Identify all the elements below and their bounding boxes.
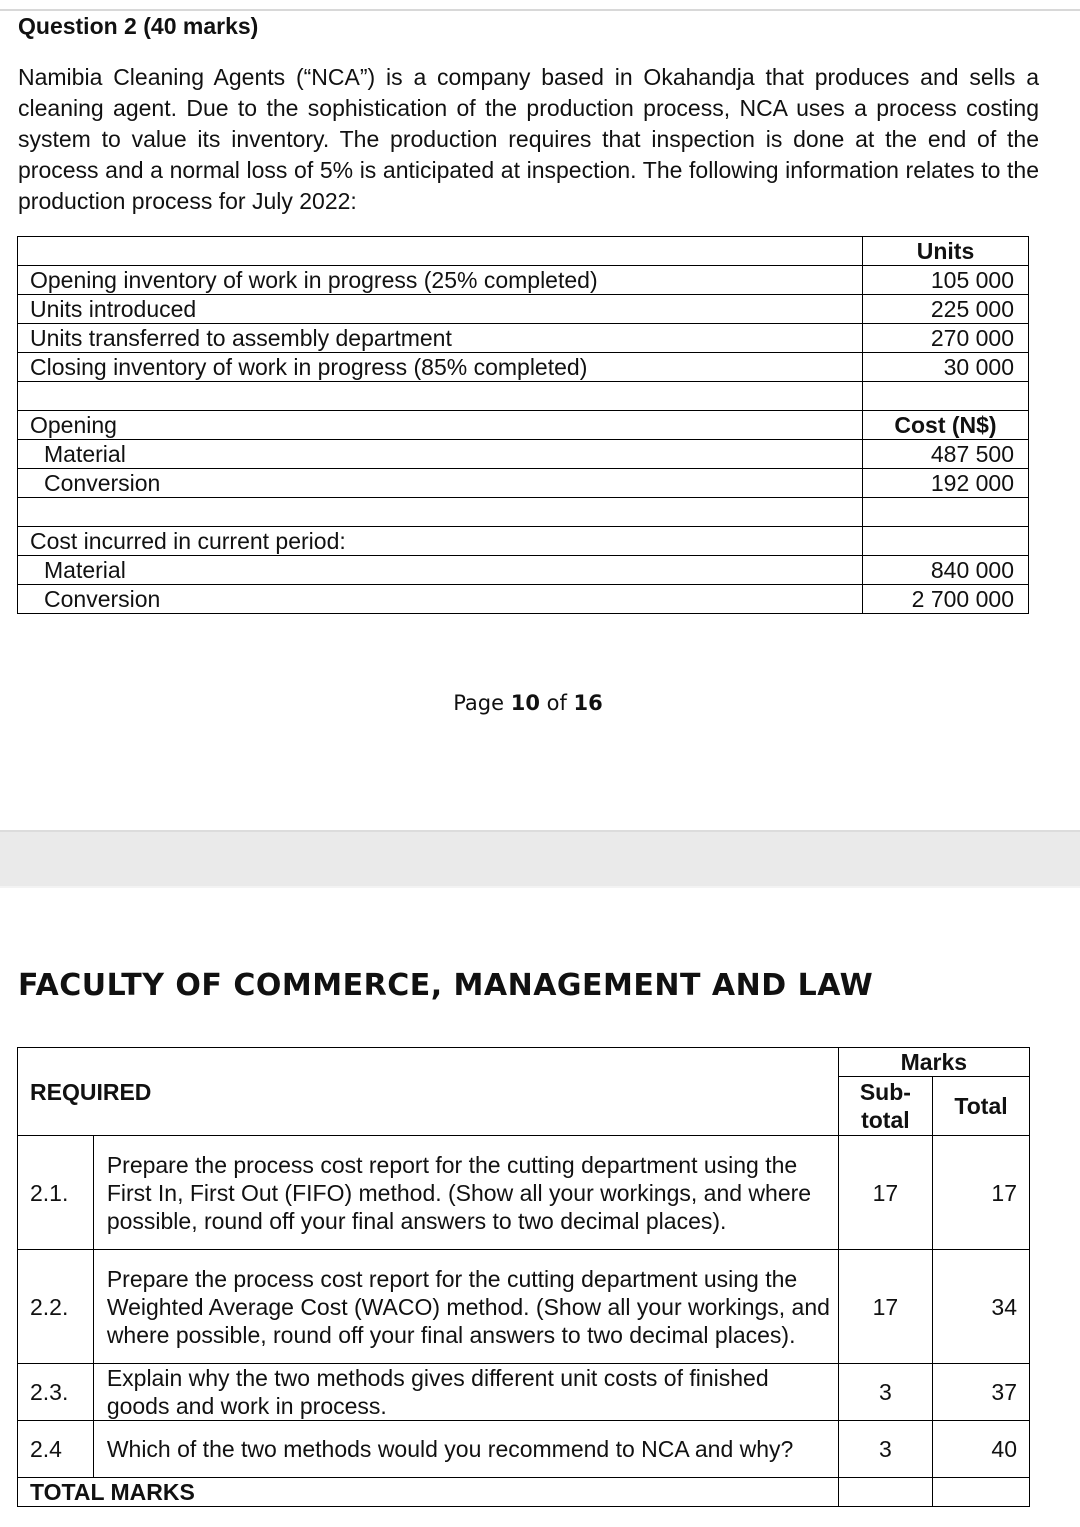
current-conversion-value: 2 700 000: [863, 585, 1029, 614]
item-text: Prepare the process cost report for the cutting department using the First In, First Out (FIFO) method. (Show all your workings, and where possible, round off your final answers to two decimal places).: [93, 1136, 838, 1250]
total-header: Total: [933, 1077, 1030, 1136]
table-row: [18, 1136, 1030, 1250]
page-separator: [0, 830, 1080, 888]
opening-conversion-label: Conversion: [18, 469, 863, 498]
item-total: 17: [933, 1136, 1030, 1250]
page-number: Page 10 of 16: [453, 691, 603, 715]
item-total: 40: [933, 1421, 1030, 1478]
table-row: [18, 556, 1029, 585]
item-text: Which of the two methods would you recommend to NCA and why?: [93, 1421, 838, 1478]
page-top-border: [0, 9, 1080, 11]
units-header: Units: [863, 237, 1029, 266]
item-number: 2.4: [18, 1421, 94, 1478]
cost-header: Cost (N$): [863, 411, 1029, 440]
units-cost-table: [17, 236, 1029, 614]
table-row-empty: [18, 498, 1029, 527]
item-subtotal: 3: [838, 1364, 932, 1421]
table-row: [18, 1364, 1030, 1421]
current-period-label: Cost incurred in current period:: [18, 527, 863, 556]
marks-header: Marks: [838, 1048, 1029, 1077]
row-label: Units transferred to assembly department: [18, 324, 863, 353]
current-material-value: 840 000: [863, 556, 1029, 585]
table-row: [18, 266, 1029, 295]
table-row-total: [18, 1478, 1030, 1507]
item-subtotal: 17: [838, 1250, 932, 1364]
table-row: [18, 1250, 1030, 1364]
opening-material-value: 487 500: [863, 440, 1029, 469]
item-total: 37: [933, 1364, 1030, 1421]
question-intro: Namibia Cleaning Agents (“NCA”) is a company based in Okahandja that produces and sells a cleaning agent. Due to the sophistication of the production process, NCA uses a process costing system to value its inventory. The production requires that inspection is done at the end of the process and a normal loss of 5% is anticipated at inspection. The following information relates to the production process for July 2022:: [18, 64, 1039, 214]
required-label: REQUIRED: [18, 1048, 839, 1136]
opening-conversion-value: 192 000: [863, 469, 1029, 498]
row-label: Opening inventory of work in progress (25% completed): [18, 266, 863, 295]
item-total: 34: [933, 1250, 1030, 1364]
table-row: [18, 527, 1029, 556]
table-row: [18, 295, 1029, 324]
table-row-empty: [18, 382, 1029, 411]
opening-material-label: Material: [18, 440, 863, 469]
item-text: Explain why the two methods gives different unit costs of finished goods and work in process.: [93, 1364, 838, 1421]
required-table: [17, 1047, 1030, 1507]
current-conversion-label: Conversion: [18, 585, 863, 614]
table-row: [18, 324, 1029, 353]
row-value: 225 000: [863, 295, 1029, 324]
table-row: [18, 469, 1029, 498]
opening-label: Opening: [18, 411, 863, 440]
current-page: 10: [510, 691, 540, 715]
faculty-heading: FACULTY OF COMMERCE, MANAGEMENT AND LAW: [18, 968, 874, 1003]
table-row: [18, 1421, 1030, 1478]
item-number: 2.2.: [18, 1250, 94, 1364]
row-label: Closing inventory of work in progress (85% completed): [18, 353, 863, 382]
row-value: 105 000: [863, 266, 1029, 295]
table-row: [18, 585, 1029, 614]
subtotal-header: Sub- total: [838, 1077, 932, 1136]
current-material-label: Material: [18, 556, 863, 585]
table-row: [18, 440, 1029, 469]
item-number: 2.1.: [18, 1136, 94, 1250]
question-title: Question 2 (40 marks): [18, 13, 259, 39]
item-number: 2.3.: [18, 1364, 94, 1421]
row-value: 270 000: [863, 324, 1029, 353]
table-row: [18, 411, 1029, 440]
row-value: 30 000: [863, 353, 1029, 382]
row-label: Units introduced: [18, 295, 863, 324]
item-text: Prepare the process cost report for the cutting department using the Weighted Average Cost (WACO) method. (Show all your workings, and where possible, round off your final answers to two decimal places).: [93, 1250, 838, 1364]
item-subtotal: 3: [838, 1421, 932, 1478]
total-pages: 16: [573, 691, 603, 715]
table-row: [18, 237, 1029, 266]
total-marks-label: TOTAL MARKS: [18, 1478, 839, 1507]
table-row: [18, 353, 1029, 382]
item-subtotal: 17: [838, 1136, 932, 1250]
